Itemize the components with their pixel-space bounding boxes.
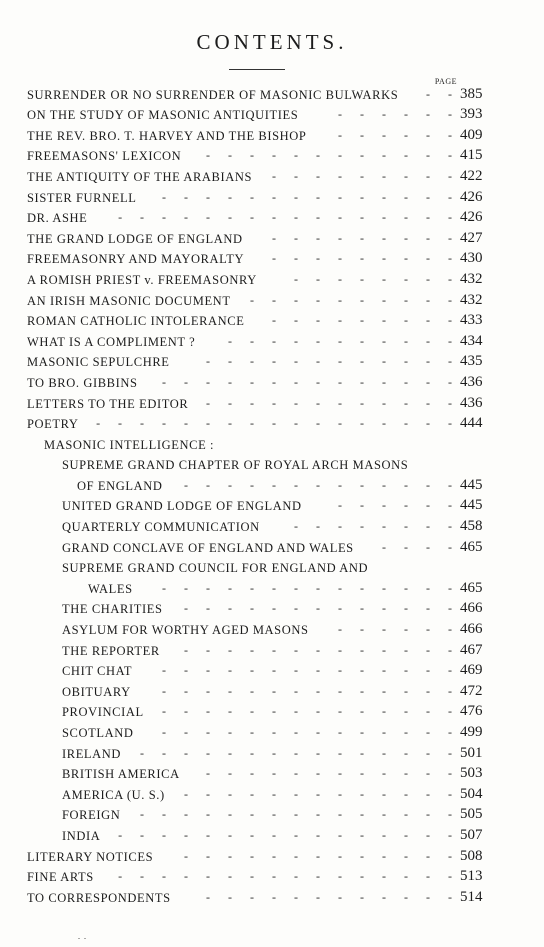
- toc-entry: [0, 249, 544, 270]
- toc-entry: [0, 846, 544, 867]
- toc-entry-title: THE CHARITIES: [62, 602, 163, 617]
- toc-entry-title: LETTERS TO THE EDITOR: [27, 396, 189, 411]
- toc-entry-title: BRITISH AMERICA: [62, 767, 180, 782]
- toc-entry: [0, 784, 544, 805]
- toc-entry-title: TO BRO. GIBBINS: [27, 375, 138, 390]
- toc-entry-title: FOREIGN: [62, 808, 121, 823]
- toc-entry: [0, 743, 544, 764]
- leader-dashes: - - - - - - - - - - - - - -: [162, 189, 452, 204]
- toc-entry-page: 467: [460, 641, 483, 658]
- toc-entry: [0, 805, 544, 826]
- toc-entry: [0, 867, 544, 888]
- leader-dashes: - - - - - - - - - - - - - -: [162, 374, 452, 389]
- toc-entry-title: UNITED GRAND LODGE OF ENGLAND: [62, 499, 302, 514]
- leader-dashes: - - - - - - - - - - - - - - -: [140, 745, 452, 760]
- leader-dashes: - - - - - - - - - - - -: [206, 395, 452, 410]
- toc-entry-title: AN IRISH MASONIC DOCUMENT: [27, 293, 231, 308]
- toc-entry: [0, 125, 544, 146]
- leader-dashes: - - - - - -: [338, 107, 452, 122]
- toc-entry-title: THE REV. BRO. T. HARVEY AND THE BISHOP: [27, 128, 307, 143]
- toc-entry-page: 466: [460, 600, 483, 617]
- toc-entry: [0, 537, 544, 558]
- toc-entry-page: 435: [460, 353, 483, 370]
- leader-dashes: - - - - - - - - - - - - - - - -: [118, 210, 452, 225]
- leader-dashes: - - - - - -: [338, 622, 452, 637]
- toc-entry-title: AMERICA (U. S.): [62, 787, 165, 802]
- leader-dashes: - - - - - - - - - - - - -: [184, 642, 452, 657]
- toc-entry: [0, 105, 544, 126]
- toc-entry: [0, 290, 544, 311]
- leader-dashes: - - - - - - - - - - - -: [206, 889, 452, 904]
- toc-entry: [0, 599, 544, 620]
- toc-entry-title: TO CORRESPONDENTS: [27, 890, 171, 905]
- toc-entry: [0, 372, 544, 393]
- toc-entry: [0, 702, 544, 723]
- toc-entry-title: QUARTERLY COMMUNICATION: [62, 520, 260, 535]
- toc-entry-title: THE GRAND LODGE OF ENGLAND: [27, 231, 243, 246]
- toc-entry-title: ROMAN CATHOLIC INTOLERANCE: [27, 314, 245, 329]
- toc-entry-title: THE REPORTER: [62, 643, 160, 658]
- page-title: CONTENTS.: [196, 30, 348, 54]
- leader-dashes: - -: [426, 86, 452, 101]
- leader-dashes: - - - - - - - - - - - - - -: [162, 580, 452, 595]
- leader-dashes: - - - - - - - - - - - - - -: [162, 683, 452, 698]
- toc-entry-title: OF ENGLAND: [77, 478, 163, 493]
- toc-entry-title: FINE ARTS: [27, 870, 94, 885]
- leader-dashes: - - - - - - - - -: [272, 168, 452, 183]
- toc-entry-page: 436: [460, 373, 483, 390]
- toc-entry: [0, 681, 544, 702]
- leader-dashes: - - - - - - - - - - - -: [206, 354, 452, 369]
- page-mark: . .: [78, 932, 86, 941]
- toc-entry-page: 385: [460, 85, 483, 102]
- leader-dashes: - - - - - - - - - - - - - - -: [140, 807, 452, 822]
- toc-entry: [0, 661, 544, 682]
- toc-entry-page: 501: [460, 744, 483, 761]
- toc-entry-page: 476: [460, 703, 483, 720]
- leader-dashes: - - - - - - - - - - - -: [206, 766, 452, 781]
- toc-entry-page: 445: [460, 497, 483, 514]
- toc-entry-title: IRELAND: [62, 746, 122, 761]
- toc-entry-page: 507: [460, 826, 483, 843]
- leader-dashes: - - - - - - - - - - - - - - - -: [118, 869, 452, 884]
- toc-entry-page: 415: [460, 147, 483, 164]
- toc-entry-title: DR. ASHE: [27, 211, 88, 226]
- leader-dashes: - - - - - - - - - - - - - - - -: [118, 827, 452, 842]
- title-rule: [229, 69, 285, 70]
- toc-entry-title: SURRENDER OR NO SURRENDER OF MASONIC BULWARKS: [27, 87, 399, 102]
- toc-entry: [0, 475, 544, 496]
- toc-entry: [0, 208, 544, 229]
- toc-entry: [0, 455, 544, 476]
- leader-dashes: - - - - - - - - - - - - - -: [162, 725, 452, 739]
- toc-entry-title: MASONIC INTELLIGENCE :: [44, 437, 215, 452]
- toc-entry-page: 472: [460, 682, 483, 699]
- toc-entry: [0, 619, 544, 640]
- toc-entry: [0, 640, 544, 661]
- toc-entry-page: 444: [460, 415, 483, 432]
- leader-dashes: - - - - - - - - -: [272, 230, 452, 245]
- toc-entry: [0, 311, 544, 332]
- toc-entry-page: 514: [460, 888, 483, 905]
- page-column-header: PAGE: [434, 77, 457, 86]
- toc-entry-page: 466: [460, 621, 483, 638]
- toc-entry-page: 436: [460, 394, 483, 411]
- toc-entry: [0, 516, 544, 537]
- table-of-contents: [0, 84, 544, 908]
- toc-entry: [0, 887, 544, 908]
- toc-entry-page: 508: [460, 847, 483, 864]
- leader-dashes: - - - - - - - - - - - - -: [184, 848, 452, 863]
- toc-entry-title: ON THE STUDY OF MASONIC ANTIQUITIES: [27, 108, 299, 123]
- leader-dashes: - - - - - - - - - - -: [228, 333, 452, 348]
- toc-entry-page: 499: [460, 724, 483, 740]
- leader-dashes: - - - - - - - - - - - - - -: [162, 704, 452, 719]
- toc-entry-page: 505: [460, 806, 483, 823]
- toc-entry-title: GRAND CONCLAVE OF ENGLAND AND WALES: [62, 540, 354, 555]
- toc-entry-page: 427: [460, 229, 483, 246]
- toc-entry: [0, 146, 544, 167]
- toc-entry-page: 422: [460, 167, 483, 184]
- toc-entry: [0, 331, 544, 352]
- toc-entry: [0, 558, 544, 579]
- leader-dashes: - - - - - - - - - - - - -: [184, 786, 452, 801]
- toc-entry: [0, 578, 544, 599]
- toc-entry-title: WHAT IS A COMPLIMENT ?: [27, 334, 196, 349]
- leader-dashes: - - - - - - - - - - - - - -: [162, 663, 452, 678]
- leader-dashes: - - - - - - - - -: [272, 313, 452, 328]
- toc-entry-title: OBITUARY: [62, 684, 131, 699]
- toc-entry-page: 465: [460, 538, 483, 555]
- toc-entry: [0, 764, 544, 785]
- toc-entry: [0, 722, 544, 743]
- toc-entry-page: 433: [460, 312, 483, 329]
- toc-entry: [0, 393, 544, 414]
- toc-entry-title: SUPREME GRAND CHAPTER OF ROYAL ARCH MASONS: [62, 458, 409, 473]
- leader-dashes: - - - - - - - - - - - - -: [184, 601, 452, 616]
- leader-dashes: - - - - - - - -: [294, 271, 452, 286]
- toc-entry-title: SUPREME GRAND COUNCIL FOR ENGLAND AND: [62, 561, 369, 576]
- toc-entry: [0, 352, 544, 373]
- toc-entry-page: 393: [460, 106, 483, 123]
- toc-entry: [0, 166, 544, 187]
- leader-dashes: - - - - - -: [338, 127, 452, 142]
- leader-dashes: - - - - - - - - -: [272, 251, 452, 266]
- toc-entry-title: INDIA: [62, 828, 101, 843]
- toc-entry-page: 434: [460, 332, 483, 349]
- toc-entry-page: 469: [460, 662, 483, 679]
- toc-entry-page: 426: [460, 209, 483, 226]
- toc-entry-page: 504: [460, 785, 483, 802]
- toc-entry-page: 503: [460, 765, 483, 782]
- toc-entry-title: FREEMASONRY AND MAYORALTY: [27, 252, 245, 267]
- toc-entry-title: THE ANTIQUITY OF THE ARABIANS: [27, 169, 253, 184]
- toc-entry: [0, 187, 544, 208]
- leader-dashes: - - - - - - - -: [294, 519, 452, 534]
- toc-entry-page: 465: [460, 579, 483, 596]
- toc-entry: [0, 496, 544, 517]
- toc-entry-page: 432: [460, 291, 483, 308]
- toc-entry-page: 430: [460, 250, 483, 267]
- leader-dashes: - - - - - - - - - - - - -: [184, 477, 452, 492]
- toc-entry: [0, 434, 544, 455]
- toc-entry-page: 426: [460, 188, 483, 205]
- toc-entry-page: 513: [460, 868, 483, 885]
- toc-entry-title: CHIT CHAT: [62, 664, 133, 679]
- toc-entry-title: SISTER FURNELL: [27, 190, 137, 205]
- toc-entry: [0, 269, 544, 290]
- leader-dashes: - - - - - - - - - - - - - - - - -: [96, 416, 452, 431]
- leader-dashes: - - - - - -: [338, 498, 452, 513]
- leader-dashes: - - - -: [382, 539, 452, 554]
- toc-entry: [0, 414, 544, 435]
- leader-dashes: - - - - - - - - - -: [250, 292, 452, 307]
- toc-entry-page: 458: [460, 518, 483, 535]
- toc-entry: [0, 84, 544, 105]
- toc-entry-title: LITERARY NOTICES: [27, 849, 154, 864]
- toc-entry: [0, 825, 544, 846]
- toc-entry-page: 445: [460, 476, 483, 493]
- toc-entry-title: A ROMISH PRIEST v. FREEMASONRY: [27, 272, 257, 287]
- leader-dashes: - - - - - - - - - - - -: [206, 148, 452, 163]
- toc-entry-title: FREEMASONS' LEXICON: [27, 149, 182, 164]
- toc-entry-title: PROVINCIAL: [62, 705, 144, 720]
- toc-entry-title: SCOTLAND: [62, 726, 134, 740]
- toc-entry-page: 409: [460, 126, 483, 143]
- toc-entry-title: POETRY: [27, 417, 79, 432]
- toc-entry-title: MASONIC SEPULCHRE: [27, 355, 170, 370]
- toc-entry-title: WALES: [88, 581, 133, 596]
- toc-entry: [0, 228, 544, 249]
- toc-entry-title: ASYLUM FOR WORTHY AGED MASONS: [62, 623, 309, 638]
- toc-entry-page: 432: [460, 270, 483, 287]
